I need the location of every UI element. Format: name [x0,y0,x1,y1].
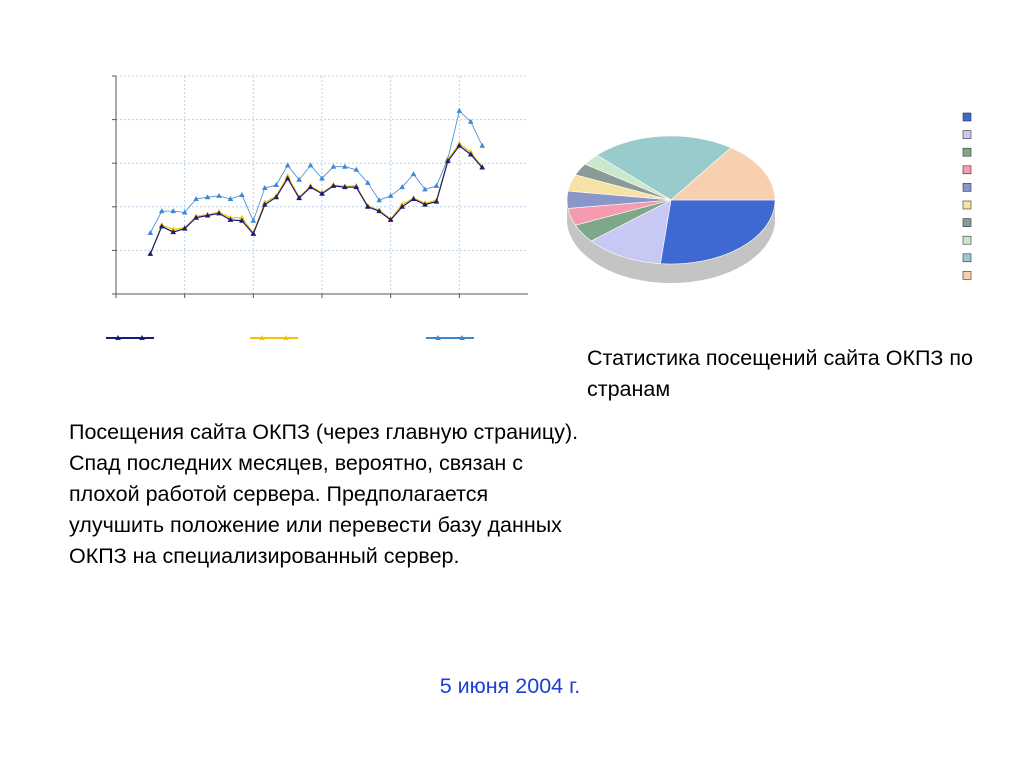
series-line-0 [150,146,482,254]
data-point [148,230,154,235]
visits-line-chart [70,60,540,360]
pie-legend-swatch-0 [963,113,971,121]
pie-legend-swatch-4 [963,183,971,191]
data-point [170,208,176,213]
data-point [434,183,440,188]
data-point [239,192,245,197]
pie-legend-swatch-2 [963,148,971,156]
pie-legend-swatch-8 [963,254,971,262]
pie-legend-swatch-1 [963,131,971,139]
pie-legend-swatch-6 [963,219,971,227]
data-point [159,208,165,213]
data-point [479,143,485,148]
countries-pie-chart [560,100,990,290]
data-point [216,193,222,198]
pie-legend-swatch-3 [963,166,971,174]
data-point [342,164,348,169]
data-point [331,164,337,169]
pie-slice-0 [660,200,775,264]
data-point [251,218,257,223]
date-label: 5 июня 2004 г. [439,674,581,698]
pie-legend-swatch-5 [963,201,971,209]
data-point [148,251,154,256]
main-paragraph: Посещения сайта ОКПЗ (через главную страницу). Спад последних месяцев, вероятно, связан с плохой работой сервера. Предполагается улучшить положение или перевести базу данных ОКПЗ на специализированный сервер. [69,420,579,568]
series-line-2 [150,111,482,233]
data-point [273,182,279,187]
data-point [388,193,394,198]
data-point [457,108,463,113]
pie-legend-swatch-7 [963,236,971,244]
pie-legend-swatch-9 [963,271,971,279]
pie-caption: Статистика посещений сайта ОКПЗ по странам [587,346,973,401]
data-point [411,171,417,176]
